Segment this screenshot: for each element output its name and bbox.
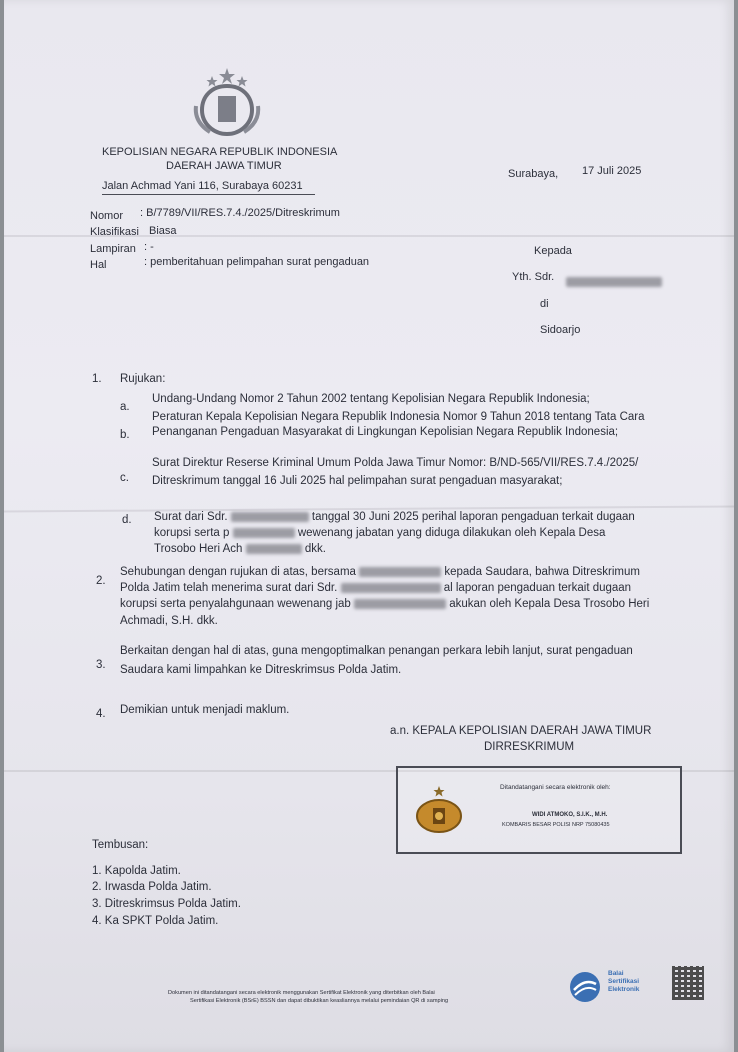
org-address: Jalan Achmad Yani 116, Surabaya 60231	[102, 180, 315, 195]
item-c-line2: Ditreskrimum tanggal 16 Juli 2025 hal pelimpahan surat pengaduan masyarakat;	[152, 475, 563, 487]
nomor-value: : B/7789/VII/RES.7.4./2025/Ditreskrimum	[140, 207, 340, 219]
p2-line2	[120, 581, 631, 596]
p2-line3	[120, 597, 649, 612]
lampiran-label: Lampiran	[90, 243, 136, 255]
tembusan-item: 3. Ditreskrimsus Polda Jatim.	[92, 898, 241, 910]
item-a-text: Undang-Undang Nomor 2 Tahun 2002 tentang Kepolisian Negara Republik Indonesia;	[152, 393, 590, 405]
p2-line1-b: kepada Saudara, bahwa Ditreskrimum	[444, 566, 640, 578]
tembusan-item: 4. Ka SPKT Polda Jatim.	[92, 915, 219, 927]
tembusan-item: 2. Irwasda Polda Jatim.	[92, 881, 212, 893]
p2-line4: Achmadi, S.H. dkk.	[120, 615, 218, 627]
footer-line2: Sertifikasi Elektronik (BSrE) BSSN dan dapat dibuktikan keasliannya melalui pemindaian QR di samping	[190, 998, 449, 1004]
item-d-line3	[154, 542, 326, 557]
item-d-line2-a: korupsi serta p	[154, 527, 230, 539]
klasifikasi-label: Klasifikasi	[90, 226, 139, 238]
nomor-label: Nomor	[90, 210, 124, 222]
p2-line3-a: korupsi serta penyalahgunaan wewenang jab	[120, 598, 351, 610]
letter-place: Surabaya,	[508, 168, 559, 180]
recipient-city: Sidoarjo	[540, 324, 581, 336]
p3-number: 3.	[96, 659, 106, 671]
item-d-label: d.	[122, 514, 132, 526]
p2-number: 2.	[96, 575, 106, 587]
tembusan-item: 1. Kapolda Jatim.	[92, 865, 181, 877]
recipient-yth: Yth. Sdr.	[512, 271, 555, 283]
hal-label: Hal	[90, 259, 107, 271]
p2-line2-a: Polda Jatim telah menerima surat dari Sdr.	[120, 582, 338, 594]
item-d-line1-a: Surat dari Sdr.	[154, 511, 228, 523]
redacted-text	[233, 528, 295, 538]
item-d-line3-b: dkk.	[304, 543, 326, 555]
p3-line1: Berkaitan dengan hal di atas, guna mengoptimalkan penangan perkara lebih lanjut, surat pengaduan	[120, 645, 633, 657]
letter-date: 17 Juli 2025	[582, 165, 642, 177]
item-b-label: b.	[120, 429, 130, 441]
tembusan-title: Tembusan:	[92, 839, 149, 851]
letter-page	[4, 0, 734, 1052]
hal-value: : pemberitahuan pelimpahan surat pengaduan	[144, 256, 370, 268]
recipient-di: di	[540, 298, 549, 310]
item-a-label: a.	[120, 401, 130, 413]
signed-by-label: Ditandatangani secara elektronik oleh:	[500, 784, 611, 791]
signer-rank: KOMBARIS BESAR POLISI NRP 75080435	[502, 822, 610, 828]
item-b-line1: Peraturan Kepala Kepolisian Negara Republik Indonesia Nomor 9 Tahun 2018 tentang Tata Cara	[152, 411, 645, 423]
item-d-line3-a: Trosobo Heri Ach	[154, 543, 243, 555]
p2-line2-b: al laporan pengaduan terkait dugaan	[443, 582, 632, 594]
klasifikasi-value: Biasa	[149, 225, 177, 237]
bsre-text-line2: Sertifikasi	[608, 978, 640, 985]
p4-number: 4.	[96, 708, 106, 720]
redacted-text	[341, 583, 441, 593]
item-d-line2-b: wewenang jabatan yang diduga dilakukan oleh Kepala Desa	[297, 527, 606, 539]
qr-code	[672, 966, 704, 1000]
signature-line2: DIRRESKRIMUM	[484, 741, 575, 753]
bsre-logo-text	[608, 970, 639, 994]
redacted-text	[354, 599, 446, 609]
item-d-line1-b: tanggal 30 Juni 2025 perihal laporan pengaduan terkait dugaan	[311, 511, 635, 523]
p2-line3-b: akukan oleh Kepala Desa Trosobo Heri	[449, 598, 650, 610]
org-name-line1: KEPOLISIAN NEGARA REPUBLIK INDONESIA	[102, 146, 338, 158]
redacted-recipient-name	[566, 273, 662, 291]
redacted-name	[231, 512, 309, 522]
redacted-text	[246, 544, 302, 554]
item-c-line1: Surat Direktur Reserse Kriminal Umum Polda Jawa Timur Nomor: B/ND-565/VII/RES.7.4./2025/	[152, 457, 639, 469]
org-name-line2: DAERAH JAWA TIMUR	[166, 160, 282, 172]
p3-line2: Saudara kami limpahkan ke Ditreskrimsus Polda Jatim.	[120, 664, 402, 676]
bsre-text-line3: Elektronik	[608, 986, 640, 993]
lampiran-value: : -	[144, 241, 154, 253]
electronic-signature-box	[396, 766, 682, 854]
item-c-label: c.	[120, 472, 129, 484]
redacted-text	[359, 567, 441, 577]
signature-line1: a.n. KEPALA KEPOLISIAN DAERAH JAWA TIMUR	[390, 725, 652, 737]
p2-line1-a: Sehubungan dengan rujukan di atas, bersama	[120, 566, 356, 578]
bsre-logo-icon	[568, 970, 602, 1009]
p1-number: 1.	[92, 373, 102, 385]
item-d-line1	[154, 510, 635, 525]
p1-title: Rujukan:	[120, 373, 166, 385]
recipient-kepada: Kepada	[534, 245, 572, 257]
police-seal-icon	[412, 786, 466, 834]
footer-line1: Dokumen ini ditandatangani secara elektronik menggunakan Sertifikat Elektronik yang diterbitkan oleh Balai	[168, 990, 435, 996]
bsre-text-line1: Balai	[608, 970, 624, 977]
p2-line1	[120, 565, 640, 580]
police-emblem-icon	[190, 66, 264, 138]
signer-name: WIDI ATMOKO, S.I.K., M.H.	[532, 812, 608, 818]
p4-text: Demikian untuk menjadi maklum.	[120, 704, 290, 716]
item-d-line2	[154, 526, 605, 541]
item-b-line2: Penanganan Pengaduan Masyarakat di Lingkungan Kepolisian Negara Republik Indonesia;	[152, 426, 619, 438]
